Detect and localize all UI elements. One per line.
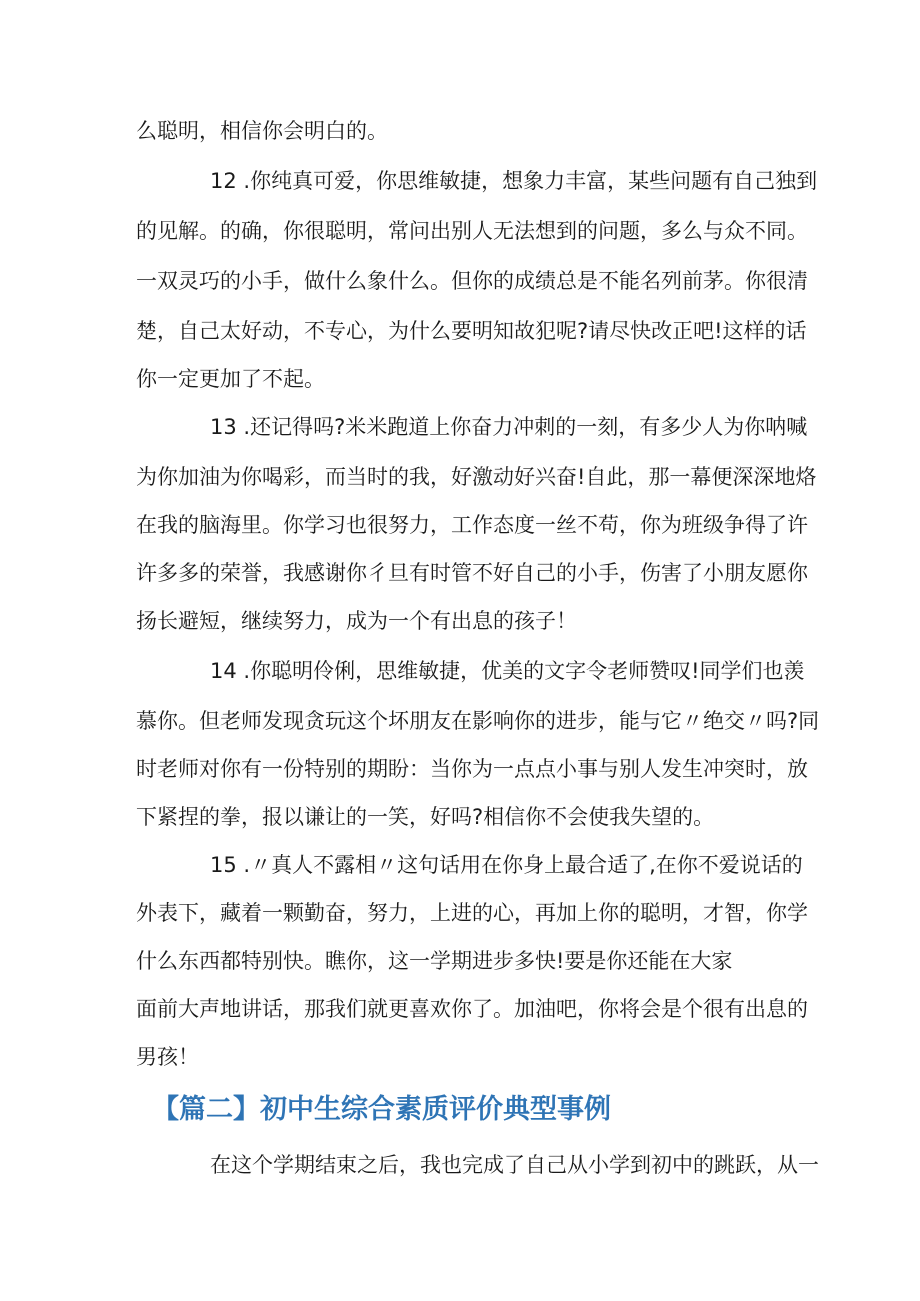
paragraph-line: 的见解。的确，你很聪明，常问出别人无法想到的问题，多么与众不同。 bbox=[136, 219, 808, 243]
paragraph-line: 你一定更加了不起。 bbox=[136, 367, 325, 391]
paragraph-line: 一双灵巧的小手，做什么象什么。但你的成绩总是不能名列前茅。你很清 bbox=[136, 269, 808, 293]
paragraph-line: 14 .你聪明伶俐，思维敏捷，优美的文字令老师赞叹!同学们也羡 bbox=[210, 659, 805, 683]
section-heading: 【篇二】初中生综合素质评价典型事例 bbox=[152, 1094, 611, 1125]
paragraph-line: 13 .还记得吗?米米跑道上你奋力冲刺的一刻，有多少人为你呐喊 bbox=[210, 415, 808, 439]
paragraph-line: 男孩！ bbox=[136, 1045, 199, 1069]
paragraph-line: 扬长避短，继续努力，成为一个有出息的孩子！ bbox=[136, 609, 577, 633]
paragraph-line: 楚，自己太好动，不专心，为什么要明知故犯呢?请尽快改正吧!这样的话 bbox=[136, 319, 807, 343]
paragraph-line: 面前大声地讲话，那我们就更喜欢你了。加油吧，你将会是个很有出息的 bbox=[136, 997, 808, 1021]
paragraph-line: 时老师对你有一份特别的期盼：当你为一点点小事与别人发生冲突时，放 bbox=[136, 757, 808, 781]
paragraph-line: 下紧捏的拳，报以谦让的一笑，好吗?相信你不会使我失望的。 bbox=[136, 805, 715, 829]
paragraph-line: 外表下，藏着一颗勤奋，努力，上进的心，再加上你的聪明，才智，你学 bbox=[136, 901, 808, 925]
paragraph-line: 在我的脑海里。你学习也很努力，工作态度一丝不苟，你为班级争得了许 bbox=[136, 513, 808, 537]
paragraph-line: 12 .你纯真可爱，你思维敏捷，想象力丰富，某些问题有自己独到 bbox=[210, 169, 818, 193]
paragraph-line: 什么东西都特别快。瞧你，这一学期进步多快!要是你还能在大家 bbox=[136, 949, 733, 973]
paragraph-line: 15 .〃真人不露相〃这句话用在你身上最合适了,在你不爱说话的 bbox=[210, 853, 803, 877]
paragraph-line: 慕你。但老师发现贪玩这个坏朋友在影响你的进步，能与它〃绝交〃吗?同 bbox=[136, 709, 820, 733]
paragraph-line: 么聪明，相信你会明白的。 bbox=[136, 119, 388, 143]
paragraph-line: 为你加油为你喝彩，而当时的我，好激动好兴奋!自此，那一幕便深深地烙 bbox=[136, 465, 817, 489]
paragraph-line: 许多多的荣誉，我感谢你彳旦有时管不好自己的小手，伤害了小朋友愿你 bbox=[136, 561, 808, 585]
paragraph-line: 在这个学期结束之后，我也完成了自己从小学到初中的跳跃，从一 bbox=[210, 1153, 819, 1177]
